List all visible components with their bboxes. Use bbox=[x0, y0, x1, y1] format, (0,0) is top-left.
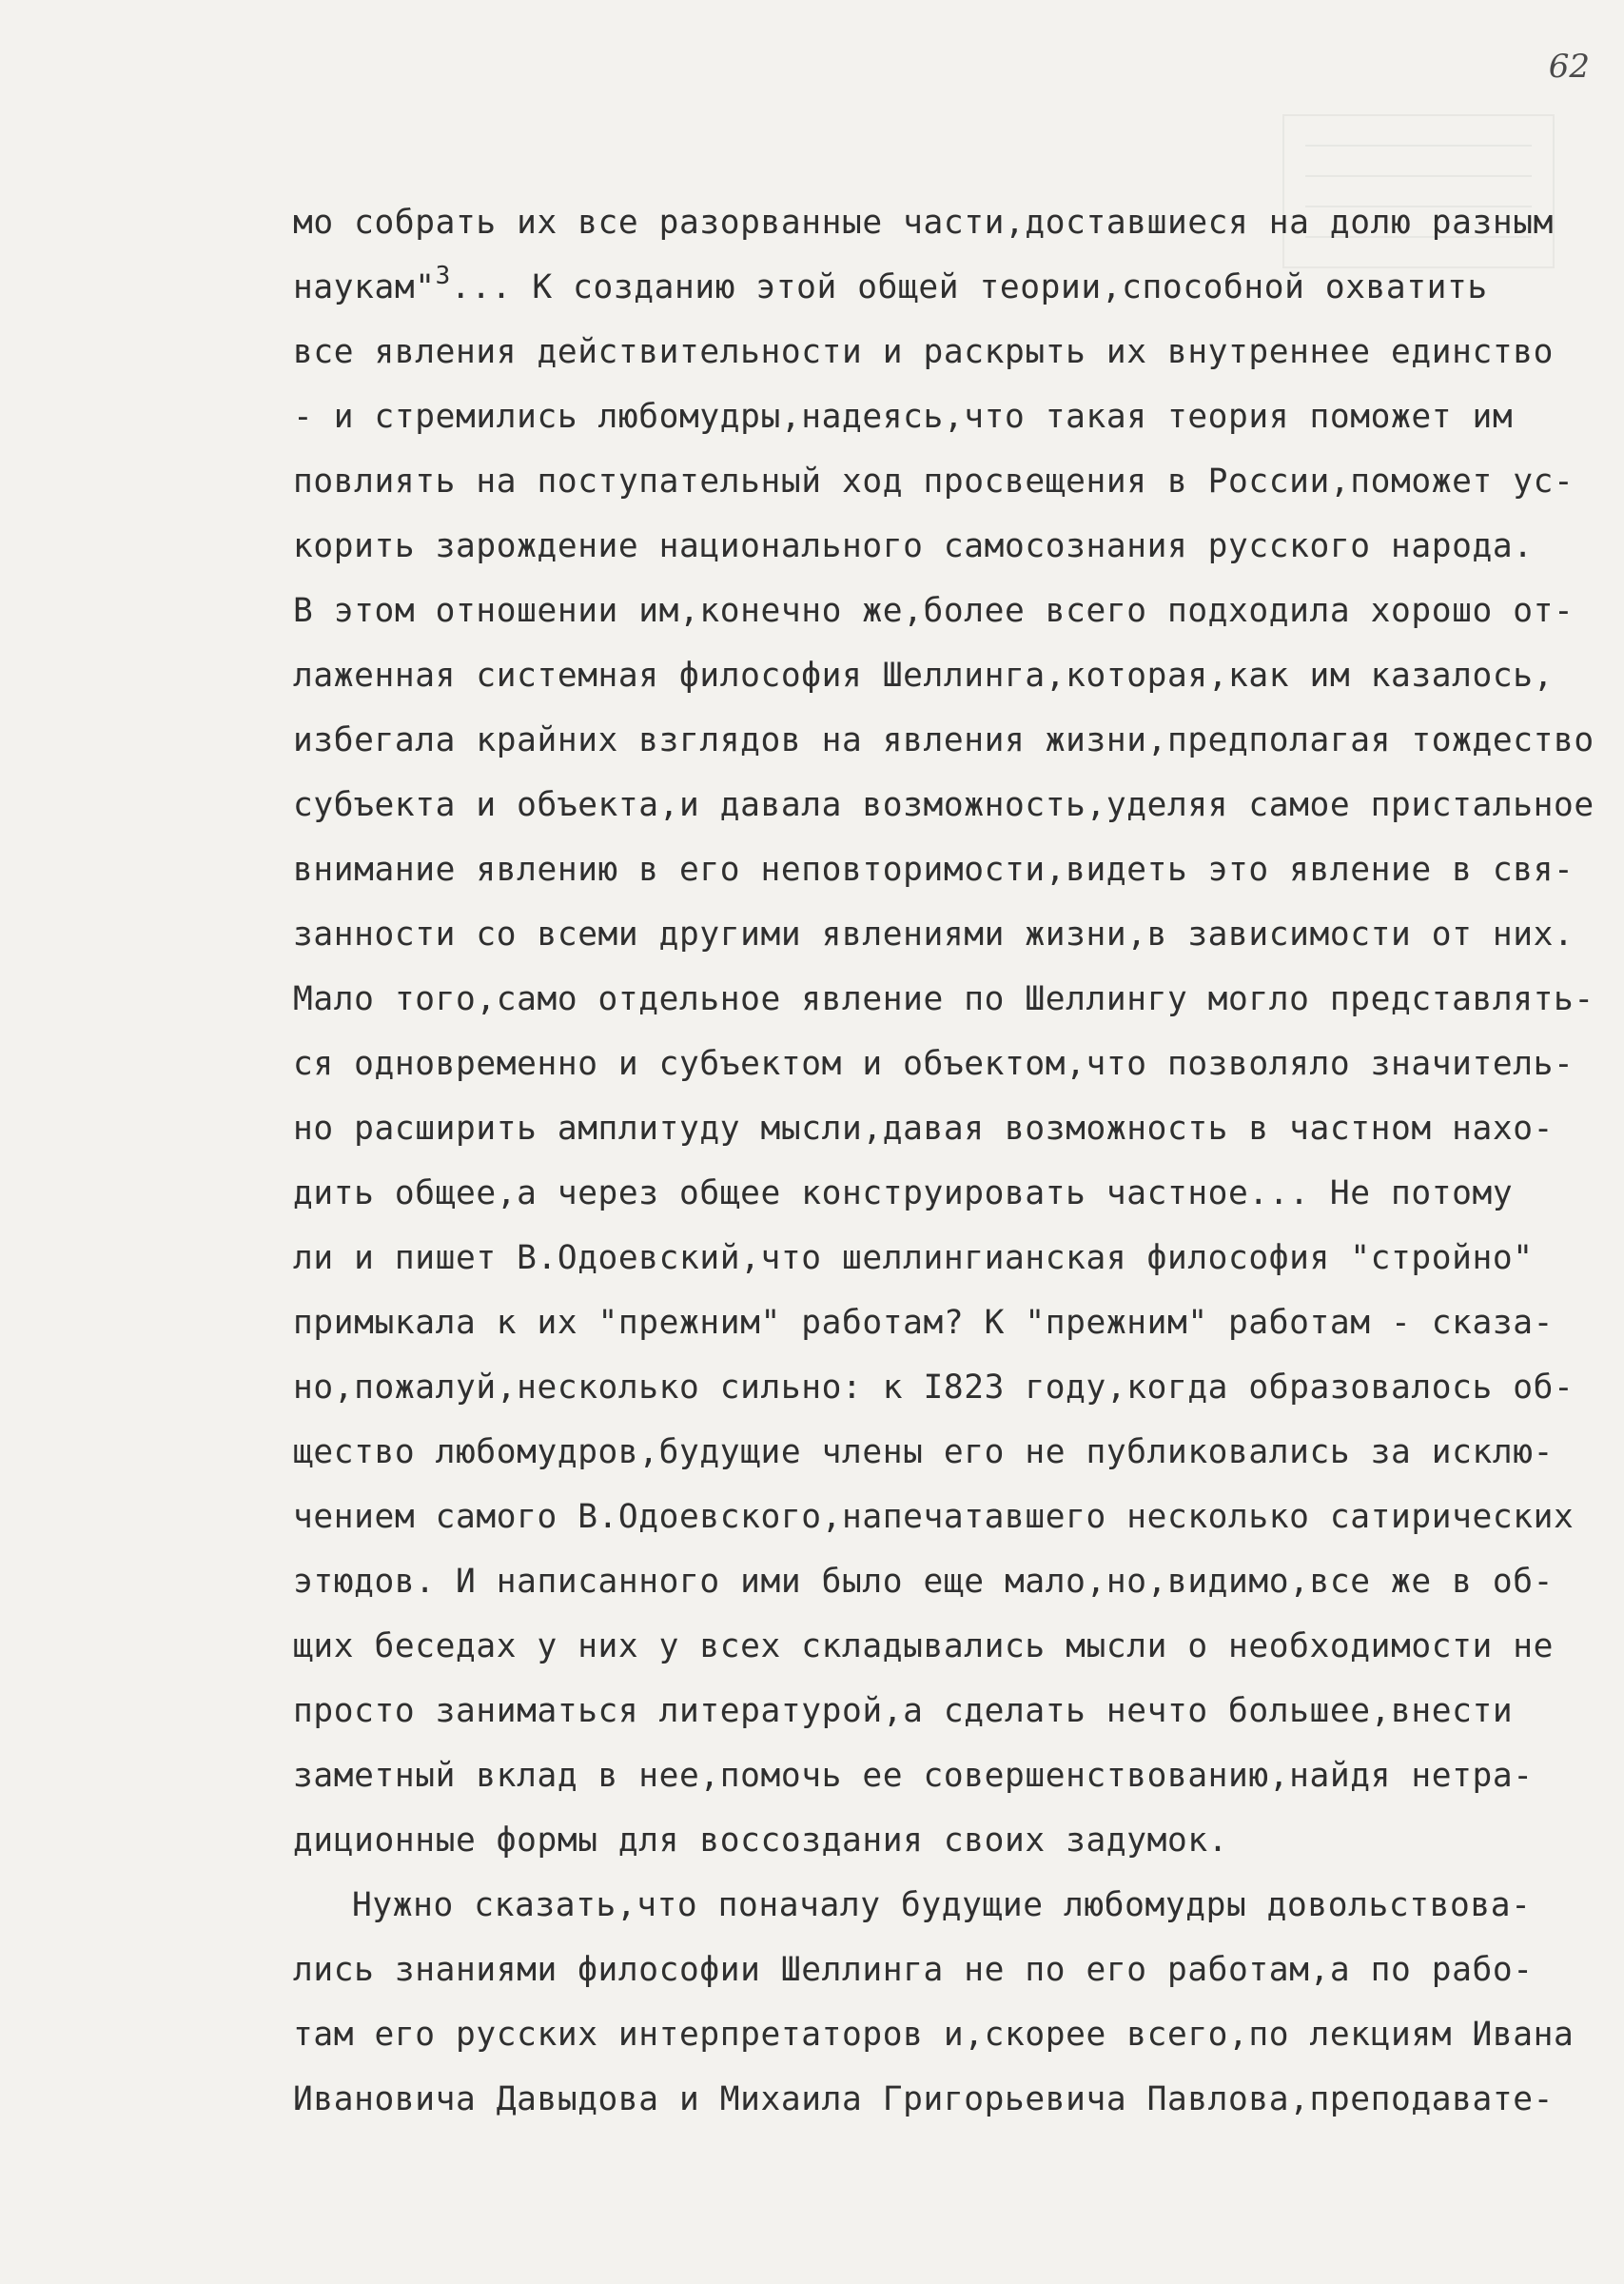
text-line bbox=[293, 643, 1577, 708]
text-line bbox=[293, 1549, 1577, 1614]
text-line bbox=[293, 1032, 1577, 1096]
text-line bbox=[293, 902, 1577, 967]
text-line bbox=[293, 1226, 1577, 1290]
text-line-content: но,пожалуй,несколько сильно: к I823 году,когда образовалось об- bbox=[293, 1368, 1575, 1407]
text-line bbox=[293, 1420, 1577, 1485]
text-line-content: но расширить амплитуду мысли,давая возможность в частном нахо- bbox=[293, 1110, 1554, 1148]
text-line-content: все явления действительности и раскрыть их внутреннее единство bbox=[293, 333, 1554, 371]
text-line bbox=[293, 514, 1577, 579]
text-line-content: мо собрать их все разорванные части,доставшиеся на долю разным bbox=[293, 204, 1554, 242]
text-line-continuation: ... К созданию этой общей теории,способной охватить bbox=[450, 268, 1488, 306]
text-line bbox=[293, 1096, 1577, 1161]
text-line bbox=[293, 255, 1577, 320]
text-line bbox=[293, 1938, 1577, 2002]
text-line bbox=[293, 190, 1577, 255]
text-line-content: корить зарождение национального самосознания русского народа. bbox=[293, 527, 1534, 565]
text-line-content: занности со всеми другими явлениями жизни,в зависимости от них. bbox=[293, 916, 1575, 954]
text-line-content: субъекта и объекта,и давала возможность,уделяя самое пристальное bbox=[293, 786, 1595, 824]
text-line bbox=[293, 2002, 1577, 2067]
paragraph-first-line bbox=[293, 1873, 1577, 1938]
text-line bbox=[293, 1355, 1577, 1420]
text-line-content: чением самого В.Одоевского,напечатавшего несколько сатирических bbox=[293, 1498, 1575, 1536]
text-line bbox=[293, 1808, 1577, 1873]
text-line-content: В этом отношении им,конечно же,более всего подходила хорошо от- bbox=[293, 592, 1575, 630]
text-line-content: лись знаниями философии Шеллинга не по его работам,а по рабо- bbox=[293, 1951, 1534, 1989]
text-line-content: наукам" bbox=[293, 268, 436, 306]
text-line-content: - и стремились любомудры,надеясь,что такая теория поможет им bbox=[293, 398, 1514, 436]
text-line bbox=[293, 773, 1595, 837]
text-line-content: повлиять на поступательный ход просвещения в России,поможет ус- bbox=[293, 463, 1575, 501]
text-line-content: избегала крайних взглядов на явления жизни,предполагая тождество bbox=[293, 721, 1595, 759]
text-line-content: заметный вклад в нее,помочь ее совершенствованию,найдя нетра- bbox=[293, 1757, 1534, 1795]
text-line-content: там его русских интерпретаторов и,скорее всего,по лекциям Ивана bbox=[293, 2016, 1575, 2054]
text-line-content: Ивановича Давыдова и Михаила Григорьевича Павлова,преподавате- bbox=[293, 2080, 1554, 2118]
text-line bbox=[293, 1679, 1577, 1743]
text-line bbox=[293, 1485, 1577, 1549]
text-line bbox=[293, 2067, 1577, 2132]
text-line bbox=[293, 1614, 1577, 1679]
text-line-content: щество любомудров,будущие члены его не публиковались за исклю- bbox=[293, 1433, 1554, 1471]
text-line bbox=[293, 967, 1595, 1032]
text-line bbox=[293, 320, 1577, 384]
page-number: 62 bbox=[1548, 48, 1590, 86]
typed-text-body bbox=[293, 190, 1595, 2132]
text-line bbox=[293, 449, 1577, 514]
text-line bbox=[293, 708, 1595, 773]
text-line bbox=[293, 837, 1577, 902]
text-line-content: Мало того,само отдельное явление по Шеллингу могло представлять- bbox=[293, 980, 1595, 1018]
text-line-content: этюдов. И написанного ими было еще мало,но,видимо,все же в об- bbox=[293, 1563, 1554, 1601]
text-line-content: внимание явлению в его неповторимости,видеть это явление в свя- bbox=[293, 851, 1575, 889]
footnote-marker: 3 bbox=[435, 262, 451, 290]
text-line-content: дить общее,а через общее конструировать частное... Не потому bbox=[293, 1174, 1514, 1212]
text-line bbox=[293, 384, 1577, 449]
text-line-content: ся одновременно и субъектом и объектом,что позволяло значитель- bbox=[293, 1045, 1575, 1083]
text-line-content: Нужно сказать,что поначалу будущие любомудры довольствова- bbox=[352, 1886, 1532, 1924]
text-line-content: лаженная системная философия Шеллинга,которая,как им казалось, bbox=[293, 657, 1554, 695]
text-line-content: щих беседах у них у всех складывались мысли о необходимости не bbox=[293, 1627, 1554, 1665]
text-line bbox=[293, 579, 1577, 643]
text-line-content: примыкала к их "прежним" работам? К "прежним" работам - сказа- bbox=[293, 1304, 1554, 1342]
text-line bbox=[293, 1161, 1577, 1226]
text-line bbox=[293, 1290, 1577, 1355]
text-line-content: ли и пишет В.Одоевский,что шеллингианская философия "стройно" bbox=[293, 1239, 1534, 1277]
text-line bbox=[293, 1743, 1577, 1808]
text-line-content: диционные формы для воссоздания своих задумок. bbox=[293, 1821, 1229, 1860]
text-line-content: просто заниматься литературой,а сделать нечто большее,внести bbox=[293, 1692, 1514, 1730]
